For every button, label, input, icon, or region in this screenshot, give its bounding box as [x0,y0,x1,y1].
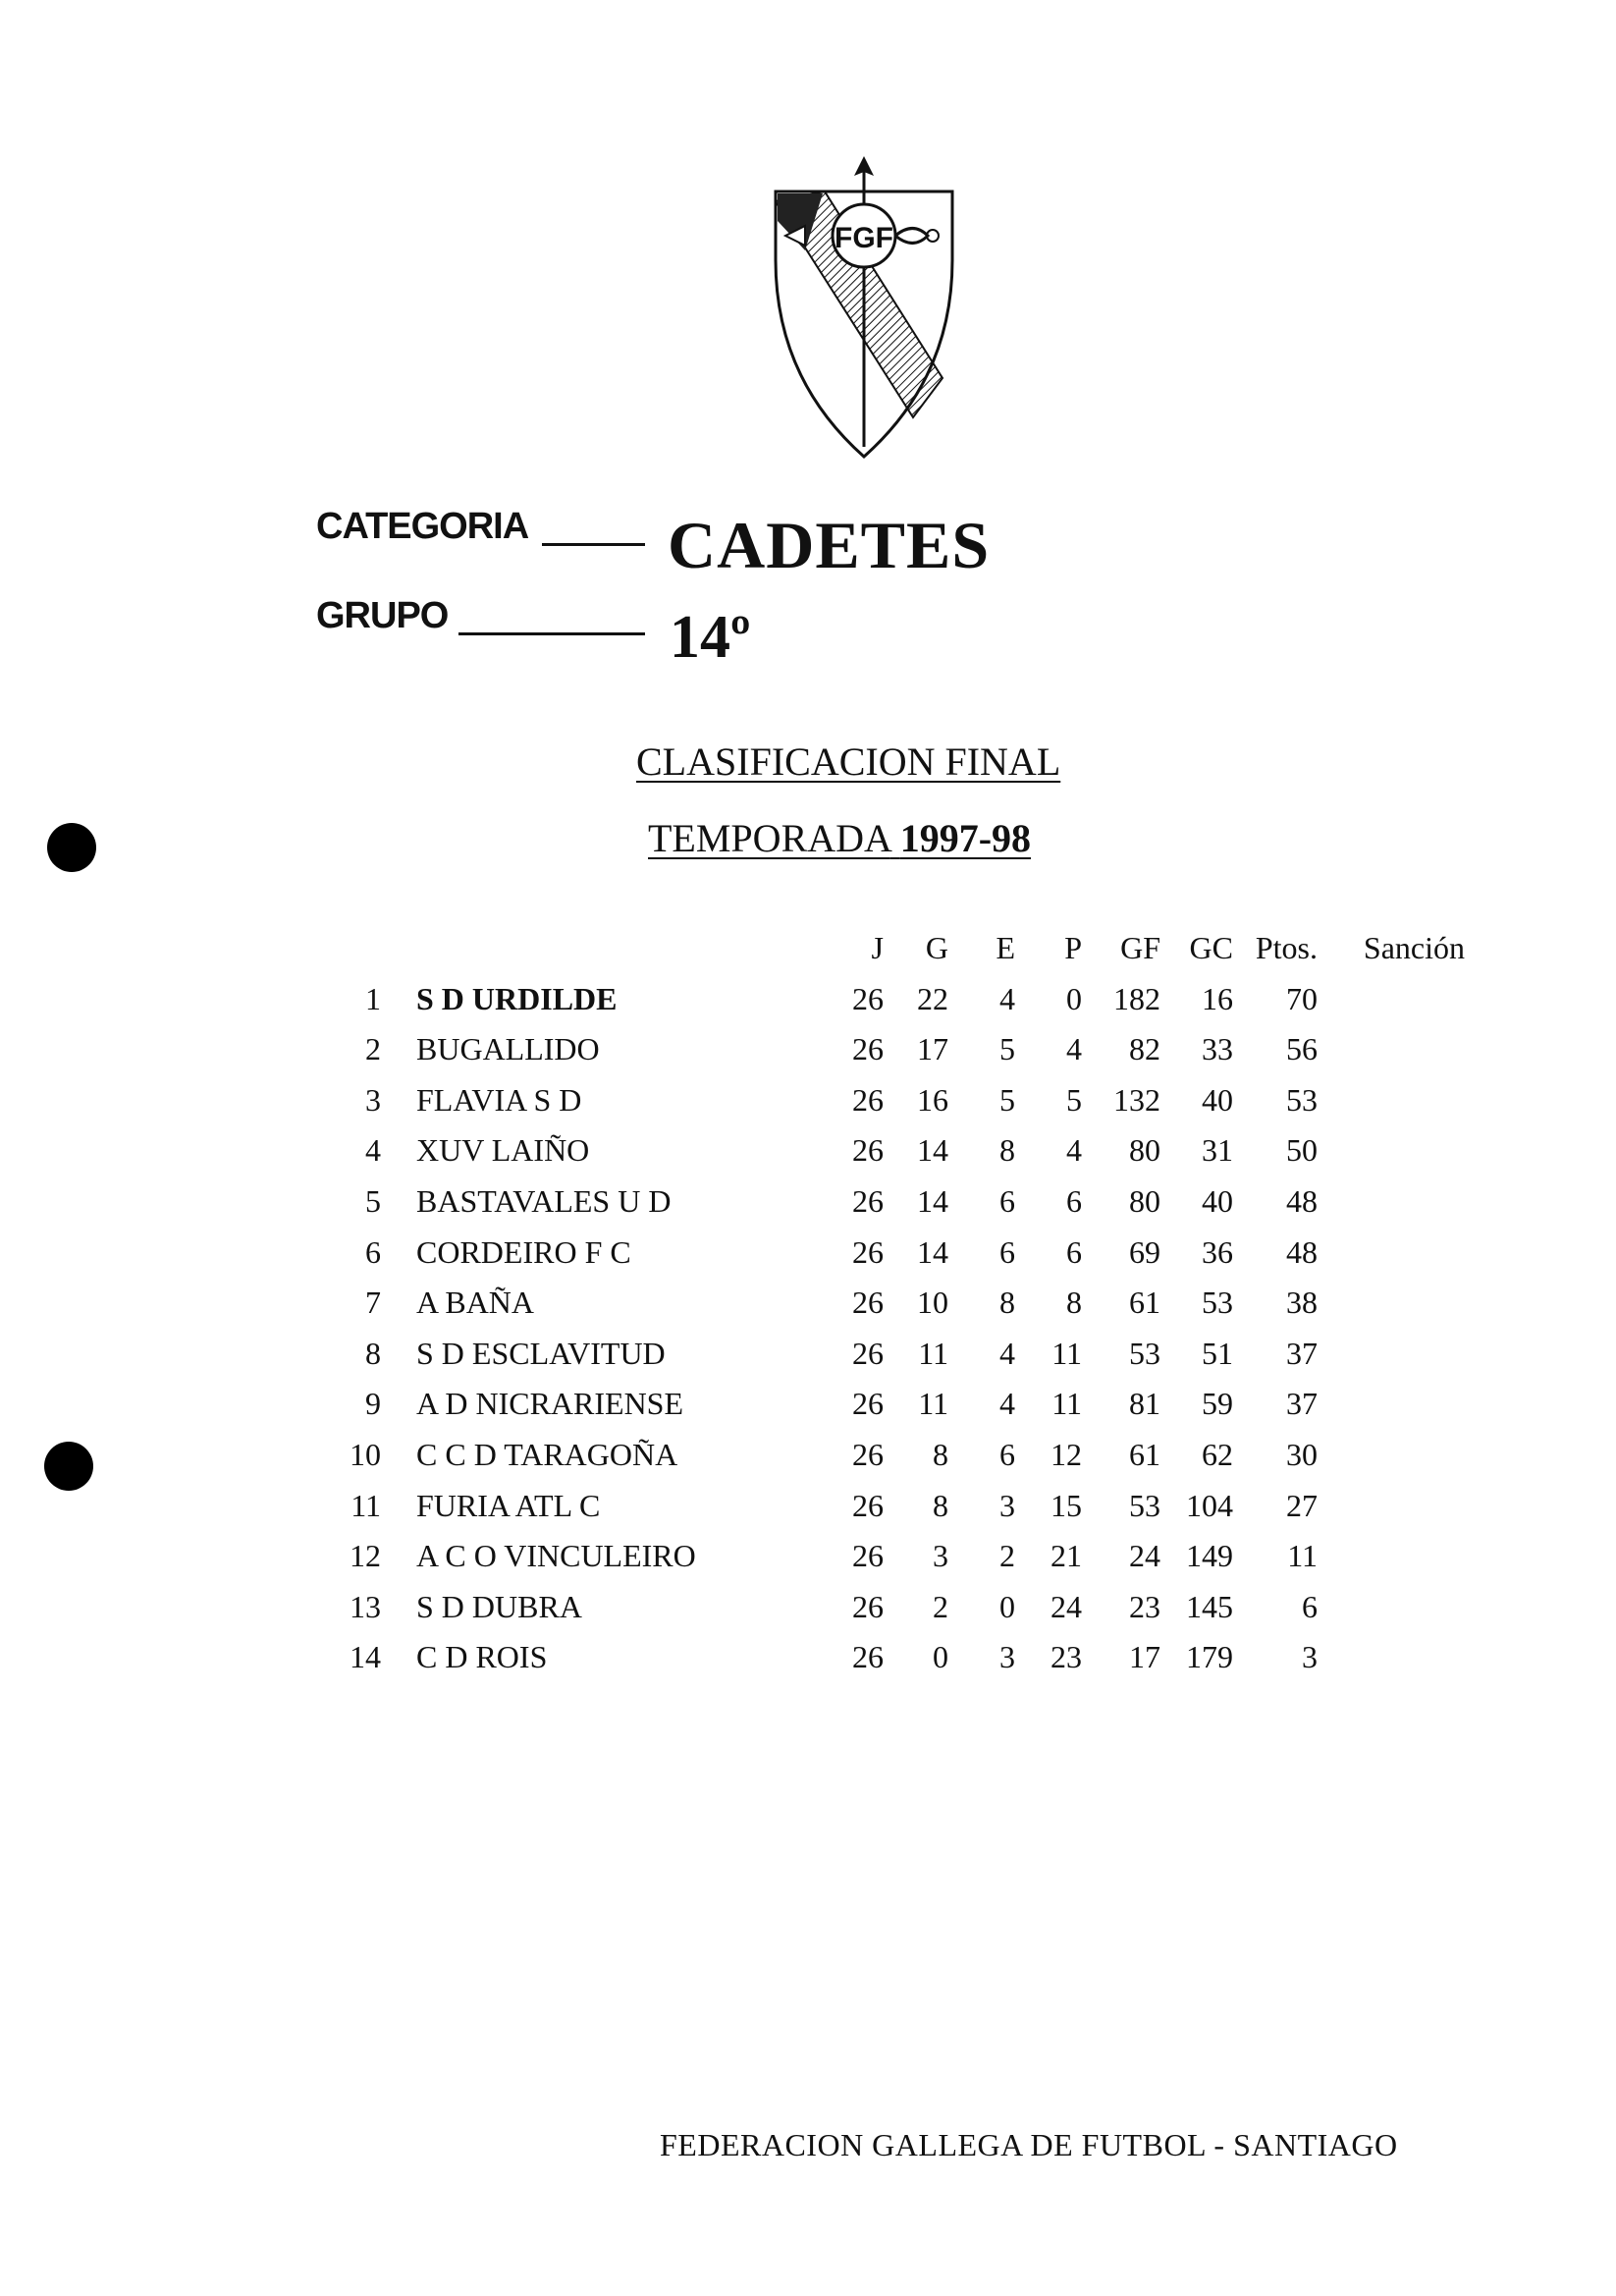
gap-cell [381,1531,416,1582]
won-cell: 14 [917,1182,948,1219]
played-cell: 26 [852,1132,884,1169]
goals-against-cell: 31 [1202,1132,1233,1169]
header-sancion: Sanción [1363,930,1465,965]
points-cell: 6 [1302,1588,1318,1624]
played-cell: 26 [852,1182,884,1219]
points-cell: 48 [1286,1233,1318,1270]
team-name-cell: BUGALLIDO [416,1031,600,1067]
played-cell: 26 [852,1285,884,1321]
goals-against-cell: 59 [1202,1386,1233,1422]
sanction-cell [1318,1632,1465,1683]
points-cell: 30 [1286,1436,1318,1472]
svg-text:FGF: FGF [835,222,893,254]
team-name-cell: A D NICRARIENSE [416,1386,684,1422]
points-cell: 53 [1286,1081,1318,1118]
lost-cell: 11 [1051,1335,1082,1371]
sanction-cell [1318,1125,1465,1176]
team-name-cell: C D ROIS [416,1639,548,1675]
sanction-cell [1318,1379,1465,1430]
federation-crest-icon [766,152,962,466]
goals-against-cell: 40 [1202,1182,1233,1219]
goals-against-cell: 145 [1186,1588,1233,1624]
drawn-cell: 5 [999,1081,1015,1118]
goals-for-cell: 69 [1129,1233,1160,1270]
rank-cell: 8 [365,1335,381,1371]
played-cell: 26 [852,1031,884,1067]
table-row [324,1379,1465,1430]
goals-against-cell: 16 [1202,980,1233,1016]
points-cell: 11 [1287,1538,1318,1574]
drawn-cell: 6 [999,1182,1015,1219]
gap-cell [381,1176,416,1228]
points-cell: 38 [1286,1285,1318,1321]
category-rule [542,543,645,546]
won-cell: 16 [917,1081,948,1118]
lost-cell: 5 [1066,1081,1082,1118]
header-p: P [1064,930,1082,965]
rank-cell: 10 [350,1436,381,1472]
goals-against-cell: 179 [1186,1639,1233,1675]
table-row [324,1176,1465,1228]
played-cell: 26 [852,1335,884,1371]
drawn-cell: 3 [999,1639,1015,1675]
sanction-cell [1318,1278,1465,1329]
lost-cell: 6 [1066,1233,1082,1270]
table-row [324,1430,1465,1481]
header-pos [324,923,381,974]
goals-for-cell: 17 [1129,1639,1160,1675]
drawn-cell: 8 [999,1285,1015,1321]
goals-for-cell: 80 [1129,1132,1160,1169]
drawn-cell: 2 [999,1538,1015,1574]
rank-cell: 13 [350,1588,381,1624]
sanction-cell [1318,1531,1465,1582]
team-name-cell: BASTAVALES U D [416,1182,672,1219]
header-gap [381,923,416,974]
rank-cell: 14 [350,1639,381,1675]
team-name-cell: S D ESCLAVITUD [416,1335,666,1371]
goals-for-cell: 81 [1129,1386,1160,1422]
goals-for-cell: 53 [1129,1335,1160,1371]
points-cell: 37 [1286,1335,1318,1371]
points-cell: 48 [1286,1182,1318,1219]
drawn-cell: 0 [999,1588,1015,1624]
gap-cell [381,1379,416,1430]
table-row [324,1329,1465,1380]
team-name-cell: CORDEIRO F C [416,1233,631,1270]
won-cell: 10 [917,1285,948,1321]
goals-for-cell: 61 [1129,1285,1160,1321]
lost-cell: 23 [1050,1639,1082,1675]
won-cell: 11 [918,1386,948,1422]
lost-cell: 21 [1050,1538,1082,1574]
team-name-cell: C C D TARAGOÑA [416,1436,678,1472]
won-cell: 2 [933,1588,948,1624]
gap-cell [381,1024,416,1075]
header-gc: GC [1189,930,1233,965]
team-name-cell: S D DUBRA [416,1588,582,1624]
gap-cell [381,1228,416,1279]
goals-against-cell: 53 [1202,1285,1233,1321]
goals-for-cell: 182 [1113,980,1160,1016]
sanction-cell [1318,1176,1465,1228]
points-cell: 27 [1286,1487,1318,1523]
drawn-cell: 5 [999,1031,1015,1067]
gap-cell [381,1632,416,1683]
drawn-cell: 3 [999,1487,1015,1523]
sanction-cell [1318,1024,1465,1075]
gap-cell [381,1125,416,1176]
category-label: CATEGORIA [316,506,529,547]
lost-cell: 4 [1066,1031,1082,1067]
rank-cell: 6 [365,1233,381,1270]
sanction-cell [1318,1582,1465,1633]
goals-for-cell: 61 [1129,1436,1160,1472]
gap-cell [381,1582,416,1633]
rank-cell: 1 [365,980,381,1016]
group-value: 14º [670,604,751,671]
table-row [324,974,1465,1025]
points-cell: 37 [1286,1386,1318,1422]
sanction-cell [1318,1481,1465,1532]
played-cell: 26 [852,980,884,1016]
gap-cell [381,1278,416,1329]
header-gf: GF [1120,930,1160,965]
table-row [324,1531,1465,1582]
season-value: 1997-98 [899,816,1032,860]
gap-cell [381,1481,416,1532]
standings-body [324,974,1465,1683]
lost-cell: 0 [1066,980,1082,1016]
played-cell: 26 [852,1233,884,1270]
drawn-cell: 6 [999,1233,1015,1270]
drawn-cell: 4 [999,980,1015,1016]
lost-cell: 11 [1051,1386,1082,1422]
gap-cell [381,1075,416,1126]
table-header-row [324,923,1465,974]
played-cell: 26 [852,1487,884,1523]
team-name-cell: XUV LAIÑO [416,1132,590,1169]
won-cell: 8 [933,1487,948,1523]
lost-cell: 24 [1050,1588,1082,1624]
played-cell: 26 [852,1588,884,1624]
standings-table [324,923,1465,1683]
season-heading [648,815,1031,861]
points-cell: 56 [1286,1031,1318,1067]
won-cell: 14 [917,1233,948,1270]
group-label: GRUPO [316,595,449,636]
drawn-cell: 8 [999,1132,1015,1169]
goals-for-cell: 53 [1129,1487,1160,1523]
lost-cell: 15 [1050,1487,1082,1523]
table-row [324,1125,1465,1176]
rank-cell: 5 [365,1182,381,1219]
goals-against-cell: 51 [1202,1335,1233,1371]
team-name-cell: S D URDILDE [416,980,618,1016]
points-cell: 3 [1302,1639,1318,1675]
won-cell: 22 [917,980,948,1016]
header-pts: Ptos. [1255,930,1318,965]
rank-cell: 3 [365,1081,381,1118]
table-row [324,1278,1465,1329]
drawn-cell: 6 [999,1436,1015,1472]
table-row [324,1632,1465,1683]
table-row [324,1582,1465,1633]
lost-cell: 4 [1066,1132,1082,1169]
goals-for-cell: 23 [1129,1588,1160,1624]
group-rule [458,632,645,635]
table-row [324,1481,1465,1532]
goals-for-cell: 24 [1129,1538,1160,1574]
category-value: CADETES [668,508,991,582]
table-row [324,1075,1465,1126]
rank-cell: 9 [365,1386,381,1422]
punch-hole-top [47,823,96,872]
lost-cell: 12 [1050,1436,1082,1472]
lost-cell: 8 [1066,1285,1082,1321]
table-row [324,1024,1465,1075]
gap-cell [381,974,416,1025]
punch-hole-bottom [44,1442,93,1491]
gap-cell [381,1430,416,1481]
table-row [324,1228,1465,1279]
rank-cell: 2 [365,1031,381,1067]
lost-cell: 6 [1066,1182,1082,1219]
sanction-cell [1318,1075,1465,1126]
won-cell: 17 [917,1031,948,1067]
points-cell: 70 [1286,980,1318,1016]
sanction-cell [1318,1430,1465,1481]
goals-against-cell: 36 [1202,1233,1233,1270]
goals-for-cell: 132 [1113,1081,1160,1118]
won-cell: 14 [917,1132,948,1169]
rank-cell: 12 [350,1538,381,1574]
won-cell: 0 [933,1639,948,1675]
played-cell: 26 [852,1639,884,1675]
header-j: J [871,930,884,965]
points-cell: 50 [1286,1132,1318,1169]
won-cell: 3 [933,1538,948,1574]
rank-cell: 4 [365,1132,381,1169]
gap-cell [381,1329,416,1380]
played-cell: 26 [852,1436,884,1472]
sanction-cell [1318,1329,1465,1380]
team-name-cell: FURIA ATL C [416,1487,601,1523]
sanction-cell [1318,974,1465,1025]
team-name-cell: A BAÑA [416,1285,535,1321]
rank-cell: 11 [350,1487,381,1523]
team-name-cell: A C O VINCULEIRO [416,1538,696,1574]
goals-for-cell: 82 [1129,1031,1160,1067]
rank-cell: 7 [365,1285,381,1321]
drawn-cell: 4 [999,1386,1015,1422]
goals-against-cell: 40 [1202,1081,1233,1118]
goals-against-cell: 104 [1186,1487,1233,1523]
header-e: E [996,930,1015,965]
played-cell: 26 [852,1081,884,1118]
classification-title: CLASIFICACION FINAL [636,739,1061,784]
team-name-cell: FLAVIA S D [416,1081,582,1118]
sanction-cell [1318,1228,1465,1279]
goals-against-cell: 149 [1186,1538,1233,1574]
goals-for-cell: 80 [1129,1182,1160,1219]
footer-federation: FEDERACION GALLEGA DE FUTBOL - SANTIAGO [660,2127,1398,2162]
goals-against-cell: 33 [1202,1031,1233,1067]
drawn-cell: 4 [999,1335,1015,1371]
played-cell: 26 [852,1386,884,1422]
played-cell: 26 [852,1538,884,1574]
won-cell: 11 [918,1335,948,1371]
season-label: TEMPORADA [648,816,890,860]
won-cell: 8 [933,1436,948,1472]
header-g: G [925,930,948,965]
header-team [416,923,829,974]
goals-against-cell: 62 [1202,1436,1233,1472]
